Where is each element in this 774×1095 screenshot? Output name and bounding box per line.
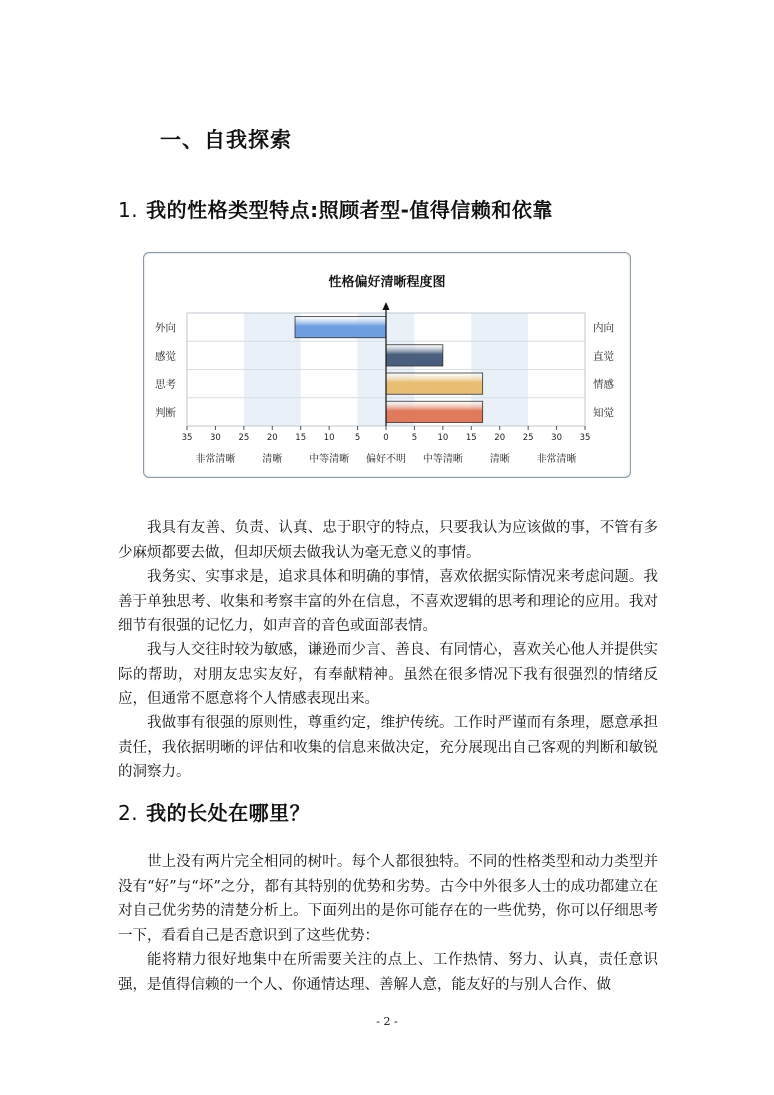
chart-category-label: 中等清晰	[422, 454, 463, 465]
chart-category-label: 清晰	[489, 454, 510, 465]
chart-tick-label: 5	[411, 433, 418, 443]
chart-category-label: 非常清晰	[195, 454, 236, 465]
chart-left-label: 判断	[155, 406, 176, 419]
chart-tick-label: 30	[551, 433, 562, 443]
chart-tick-label: 20	[494, 433, 506, 443]
chart-left-label: 感觉	[155, 350, 176, 363]
chart-tick-label: 10	[323, 433, 335, 443]
chart-tick-label: 0	[383, 433, 389, 443]
chart-right-label: 内向	[593, 322, 614, 335]
paragraph-strengths-2: 能将精力很好地集中在所需要关注的点上、工作热情、努力、认真，责任意识强，是值得信赖的一个人、你通情达理、善解人意，能友好的与别人合作、做	[118, 952, 658, 993]
chart-tick-label: 25	[522, 433, 534, 443]
section-title: 一、自我探索	[160, 128, 292, 152]
heading-strengths	[118, 797, 310, 826]
chart-left-label: 外向	[155, 322, 176, 335]
chart-category-label: 中等清晰	[309, 454, 350, 465]
chart-tick-label: 35	[181, 433, 193, 443]
chart-title: 性格偏好清晰程度图	[328, 275, 446, 290]
chart-tick-label: 25	[238, 433, 250, 443]
chart-right-label: 情感	[593, 378, 614, 391]
paragraph-traits-4: 我做事有很强的原则性，尊重约定，维护传统。工作时严谨而有条理，愿意承担责任，我依据明晰的评估和收集的信息来做决定，充分展现出自己客观的判断和敏锐的洞察力。	[118, 715, 658, 780]
paragraph-traits-1: 我具有友善、负责、认真、忠于职守的特点，只要我认为应该做的事，不管有多少麻烦都要去做，但却厌烦去做我认为毫无意义的事情。	[118, 520, 658, 561]
chart-tick-label: 15	[465, 433, 477, 443]
chart-tick-label: 10	[437, 433, 449, 443]
chart-bar	[295, 317, 386, 338]
heading-text: 我的性格类型特点:照顾者型-值得信赖和依靠	[146, 198, 553, 222]
chart-canvas	[144, 253, 630, 477]
chart-category-label: 偏好不明	[366, 454, 406, 465]
chart-right-label: 知觉	[593, 406, 614, 419]
heading-personality-type	[118, 194, 553, 223]
chart-tick-label: 5	[354, 433, 361, 443]
chart-bar	[386, 373, 483, 394]
chart-tick-label: 15	[295, 433, 307, 443]
chart-bar	[386, 401, 483, 422]
paragraph-strengths-1: 世上没有两片完全相同的树叶。每个人都很独特。不同的性格类型和动力类型并没有“好”与“坏”之分，都有其特别的优势和劣势。古今中外很多人士的成功都建立在对自己优劣势的清楚分析上。下面列出的是你可能存在的一些优势，你可以仔细思考一下，看看自己是否意识到了这些优势：	[118, 854, 658, 944]
preference-clarity-chart	[143, 252, 631, 478]
chart-right-label: 直觉	[593, 350, 614, 363]
heading-text: 我的长处在哪里？	[146, 801, 311, 825]
paragraph-traits-3: 我与人交往时较为敏感，谦逊而少言、善良、有同情心，喜欢关心他人并提供实际的帮助，对朋友忠实友好，有奉献精神。虽然在很多情况下我有很强烈的情绪反应，但通常不愿意将个人情感表现出来。	[118, 642, 658, 707]
chart-left-label: 思考	[155, 378, 176, 391]
heading-number: 1.	[118, 198, 139, 222]
chart-tick-label: 35	[579, 433, 591, 443]
chart-bar	[386, 345, 443, 366]
chart-tick-label: 20	[266, 433, 278, 443]
chart-axis-arrow	[383, 302, 390, 310]
heading-number: 2.	[118, 801, 139, 825]
page-number: - 2 -	[376, 1015, 398, 1028]
chart-category-label: 清晰	[262, 454, 283, 465]
chart-category-label: 非常清晰	[536, 454, 577, 465]
paragraph-traits-2: 我务实、实事求是，追求具体和明确的事情，喜欢依据实际情况来考虑问题。我善于单独思考、收集和考察丰富的外在信息，不喜欢逻辑的思考和理论的应用。我对细节有很强的记忆力，如声音的音色或面部表情。	[118, 569, 658, 634]
chart-tick-label: 30	[210, 433, 221, 443]
